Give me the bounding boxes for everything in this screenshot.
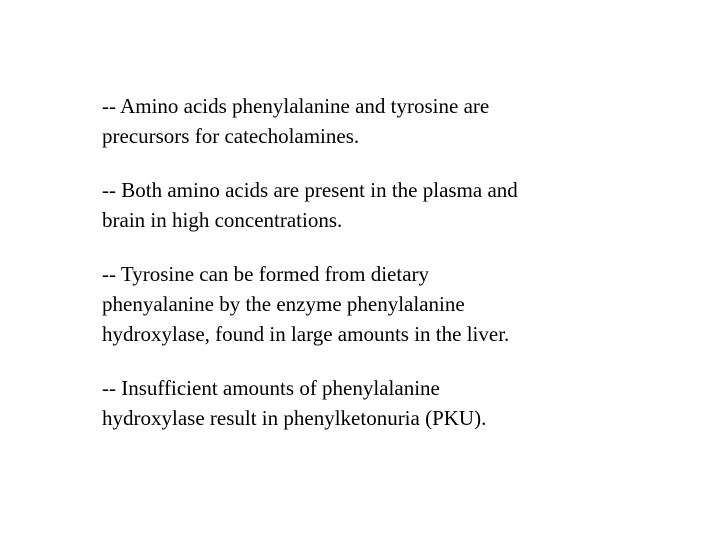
paragraph-plasma-brain: -- Both amino acids are present in the plasma and brain in high concentrations. (102, 178, 518, 232)
paragraph-tyrosine-formation: -- Tyrosine can be formed from dietary phenyalanine by the enzyme phenylalanine hydroxylase, found in large amounts in the liver. (102, 262, 510, 346)
paragraph-pku: -- Insufficient amounts of phenylalanine hydroxylase result in phenylketonuria (PKU). (102, 376, 487, 430)
paragraph-precursors: -- Amino acids phenylalanine and tyrosine are precursors for catecholamines. (102, 94, 490, 148)
slide-body (102, 91, 622, 457)
